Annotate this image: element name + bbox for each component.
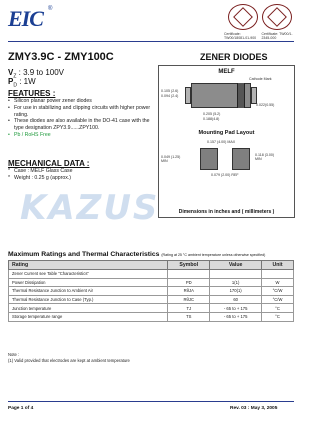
certification-seal-icon: [262, 4, 292, 30]
note-title: Note :: [8, 352, 20, 357]
rating-cell: Thermal Resistance Junction to Ambient Air: [9, 287, 168, 296]
symbol-cell: [168, 270, 210, 279]
package-drawing-panel: [158, 65, 295, 218]
mechanical-list: [8, 168, 156, 182]
rating-cell: Storage temperature range: [9, 312, 168, 321]
unit-cell: °C: [262, 312, 294, 321]
table-row: [9, 295, 294, 304]
value-cell: - 65 to + 175: [210, 304, 262, 313]
unit-cell: [262, 270, 294, 279]
certification-captions: [224, 32, 296, 40]
pad-dim-total: 0.157 (4.00) MAX: [207, 140, 236, 144]
pd-spec: $P_D$ : 1W: [8, 77, 36, 89]
certification-seal-icon: [228, 4, 258, 30]
mounting-pad-left: [200, 148, 218, 170]
value-cell: [210, 270, 262, 279]
rating-cell: Power Dissipation: [9, 278, 168, 287]
dimensions-note: Dimensions in inches and ( millimeters ): [178, 209, 275, 215]
unit-cell: °C: [262, 304, 294, 313]
list-item: • Pb / RoHS Free: [8, 132, 156, 139]
dim-length-max: 0.205 (5.2): [203, 112, 221, 116]
vz-spec: $V_Z$ : 3.9 to 100V: [8, 68, 65, 80]
column-header: Unit: [262, 261, 294, 270]
dim-lead: 0.022(0.55): [256, 103, 275, 107]
features-list: [8, 98, 156, 139]
symbol-cell: RθJC: [168, 295, 210, 304]
symbol-cell: PD: [168, 278, 210, 287]
note-text: (1) Valid provided that electrodes are kept at ambient temperature: [8, 358, 130, 363]
value-cell: 170(1): [210, 287, 262, 296]
list-item: • Silicon planar power zener diodes: [8, 98, 156, 105]
value-cell: 60: [210, 295, 262, 304]
table-row: [9, 278, 294, 287]
column-header: Value: [210, 261, 262, 270]
header-rule: [8, 41, 294, 42]
symbol-cell: RθJA: [168, 287, 210, 296]
ratings-table-title: Maximum Ratings and Thermal Characteristics (Rating at 25 °C ambient temperature unless otherwise specified): [8, 251, 266, 258]
unit-cell: °C/W: [262, 295, 294, 304]
column-header: Rating: [9, 261, 168, 270]
cert-caption: Certificate: TW00/18081-01-900: [224, 32, 257, 40]
value-cell: - 65 to + 175: [210, 312, 262, 321]
page-number: Page 1 of 4: [8, 406, 34, 411]
column-header: Symbol: [168, 261, 210, 270]
value-cell: 1(1): [210, 278, 262, 287]
package-name: MELF: [218, 69, 235, 75]
watermark: KAZUS: [20, 188, 160, 228]
revision-date: Rev. 03 : May 3, 2005: [230, 406, 278, 411]
dim-diameter-max: 0.105 (2.6): [161, 89, 179, 93]
logo-text: EIC: [8, 6, 43, 31]
part-range-title: ZMY3.9C - ZMY100C: [8, 51, 114, 63]
rating-cell: Thermal Resistance Junction to Case (Typ.): [9, 295, 168, 304]
cathode-mark-label: Cathode Mark: [249, 77, 272, 81]
unit-cell: W: [262, 278, 294, 287]
table-note: [8, 352, 130, 364]
pad-dim-width: 0.049 (1.25) MIN: [161, 155, 181, 163]
pad-dim-height: 0.118 (3.00) MIN: [255, 153, 275, 161]
features-title: FEATURES :: [8, 89, 56, 98]
mechanical-title: MECHANICAL DATA :: [8, 159, 90, 168]
dim-length-min: 0.188(4.8): [203, 117, 220, 121]
mounting-pad-right: [232, 148, 250, 170]
pad-layout-title: Mounting Pad Layout: [198, 130, 255, 136]
table-row: [9, 304, 294, 313]
device-type-title: ZENER DIODES: [200, 52, 268, 62]
dim-diameter-min: 0.094 (2.4): [161, 94, 179, 98]
table-header-row: [9, 261, 294, 270]
rating-cell: Zener Current see Table "Characteristics": [9, 270, 168, 279]
list-item: * Weight : 0.25 g (approx.): [8, 175, 156, 182]
cert-caption: Certificate: TW00/1-2345-000: [261, 32, 293, 40]
cathode-band: [237, 83, 245, 108]
company-logo: [8, 6, 52, 30]
symbol-cell: TS: [168, 312, 210, 321]
list-item: * Case : MELF Glass Case: [8, 168, 156, 175]
list-item: • These diodes are also available in the DO-41 case with the type designation ZPY3.9......ZPY100.: [8, 118, 156, 132]
table-row: [9, 270, 294, 279]
lead-cap-right: [251, 87, 257, 104]
table-row: [9, 287, 294, 296]
rating-cell: Junction temperature: [9, 304, 168, 313]
registered-mark: ®: [48, 6, 53, 12]
footer-rule: [8, 401, 294, 402]
table-row: [9, 312, 294, 321]
pad-dim-gap: 0.079 (2.00) REF: [211, 173, 239, 177]
unit-cell: °C/W: [262, 287, 294, 296]
list-item: • For use in stabilizing and clipping circuits with higher power rating.: [8, 105, 156, 119]
ratings-table: [8, 260, 294, 322]
symbol-cell: TJ: [168, 304, 210, 313]
certification-badges: [228, 4, 294, 34]
